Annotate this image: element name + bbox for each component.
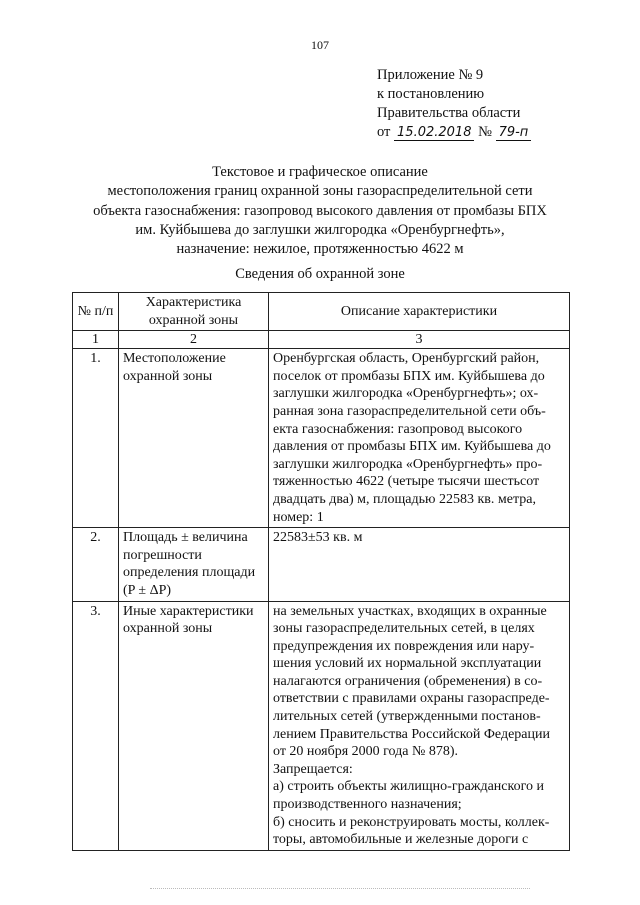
description-line: налагаются ограничения (обременения) в со- — [273, 673, 543, 689]
appendix-block — [377, 66, 531, 142]
description-line: б) сносить и реконструировать мосты, коллек- — [273, 814, 550, 830]
description-line: екта газоснабжения: газопровод высокого — [273, 421, 523, 437]
appendix-line-2: к постановлению — [377, 86, 485, 102]
header-characteristic: Характеристика охранной зоны — [119, 293, 269, 331]
description-line: лением Правительства Российской Федерации — [273, 726, 550, 742]
title-line-3: объекта газоснабжения: газопровод высокого давления от промбазы БПХ — [93, 202, 547, 219]
description-line: 22583±53 кв. м — [273, 530, 363, 546]
description-line: лительных сетей (утвержденными постанов- — [273, 709, 541, 725]
row-description — [269, 601, 570, 850]
column-number: 2 — [119, 331, 269, 349]
row-characteristic: Площадь ± величина погрешности определения площади (P ± ΔP) — [119, 528, 269, 601]
table-row — [73, 601, 570, 850]
description-line: ответствии с правилами охраны газораспреде- — [273, 691, 550, 707]
handwritten-date: 15.02.2018 — [394, 125, 474, 141]
appendix-line-1: Приложение № 9 — [377, 67, 484, 83]
description-line: Оренбургская область, Оренбургский район, — [273, 351, 540, 367]
title-line-5: назначение: нежилое, протяженностью 4622 м — [176, 241, 464, 258]
title-line-1: Текстовое и графическое описание — [212, 164, 428, 180]
description-line: зоны газораспределительных сетей, в целях — [273, 621, 535, 637]
description-line: номер: 1 — [273, 509, 324, 525]
row-num: 2. — [73, 528, 119, 601]
page-number: 107 — [311, 38, 329, 52]
column-number-row — [73, 331, 570, 349]
handwritten-number: 79-п — [496, 125, 532, 141]
row-characteristic: Иные характеристики охранной зоны — [119, 601, 269, 850]
section-subtitle: Сведения об охранной зоне — [235, 266, 405, 282]
row-characteristic: Местоположение охранной зоны — [119, 349, 269, 528]
title-line-2: местоположения границ охранной зоны газораспределительной сети — [107, 183, 533, 200]
scan-edge-marks — [150, 888, 530, 892]
description-line: ранная зона газораспределительной сети объ- — [273, 403, 546, 419]
description-line: заглушки жилгородка «Оренбургнефть» про- — [273, 456, 543, 472]
description-line: торы, автомобильные и железные дороги с — [273, 832, 529, 848]
document-title — [0, 163, 640, 259]
title-line-4: им. Куйбышева до заглушки жилгородка «Оренбургнефть», — [135, 221, 505, 238]
number-sign: № — [478, 124, 492, 140]
description-line: на земельных участках, входящих в охранные — [273, 603, 547, 619]
description-line: заглушки жилгородка «Оренбургнефть»; ох- — [273, 386, 539, 402]
description-line: Запрещается: — [273, 761, 353, 777]
appendix-line-3: Правительства области — [377, 105, 521, 121]
date-prefix: от — [377, 124, 391, 140]
row-description — [269, 349, 570, 528]
header-num: № п/п — [73, 293, 119, 331]
description-line: давления от промбазы БПХ им. Куйбышева до — [273, 439, 551, 455]
description-line: поселок от промбазы БПХ им. Куйбышева до — [273, 368, 545, 384]
description-line: двадцать два) м, площадью 22583 кв. метра, — [273, 491, 536, 507]
column-number: 3 — [269, 331, 570, 349]
appendix-date-line — [377, 123, 531, 142]
description-line: тяженностью 4622 (четыре тысячи шестьсот — [273, 474, 540, 490]
table-row — [73, 349, 570, 528]
description-line: от 20 ноября 2000 года № 878). — [273, 744, 459, 760]
description-line: предупреждения их повреждения или нару- — [273, 638, 535, 654]
header-description: Описание характеристики — [269, 293, 570, 331]
description-line: шения условий их нормальной эксплуатации — [273, 656, 542, 672]
row-description — [269, 528, 570, 601]
description-line: производственного назначения; — [273, 797, 462, 813]
row-num: 3. — [73, 601, 119, 850]
table-row — [73, 528, 570, 601]
table-header-row — [73, 293, 570, 331]
zone-info-table — [72, 292, 570, 851]
column-number: 1 — [73, 331, 119, 349]
description-line: а) строить объекты жилищно-гражданского и — [273, 779, 544, 795]
row-num: 1. — [73, 349, 119, 528]
